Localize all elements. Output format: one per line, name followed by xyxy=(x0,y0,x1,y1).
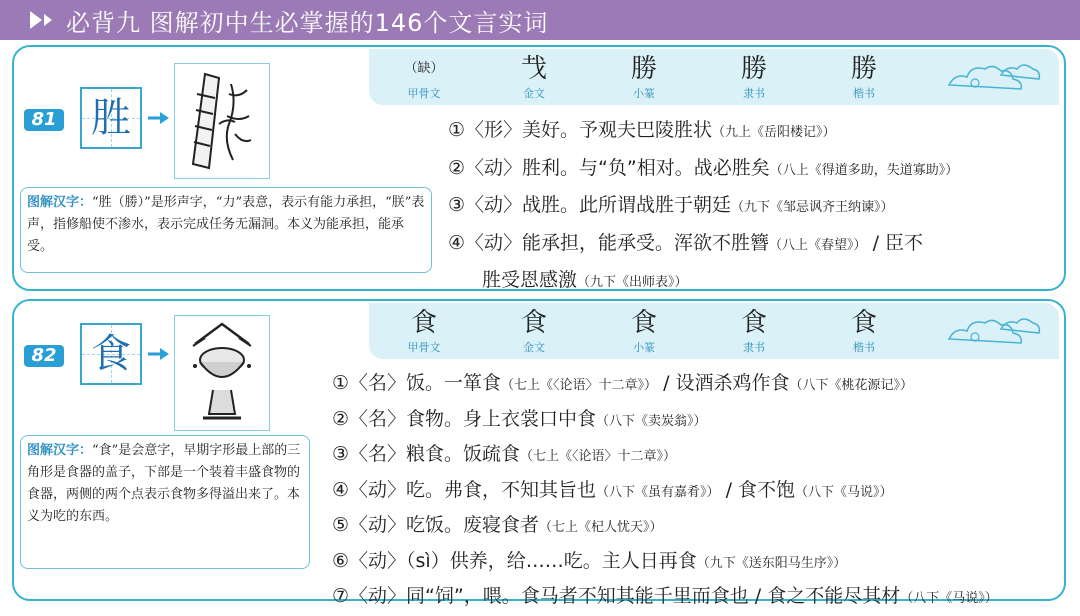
note-title: 图解汉字： xyxy=(27,443,93,458)
character-box xyxy=(80,323,142,385)
definition-item: 胜受恩感激（九下《出师表》） xyxy=(482,269,688,291)
script-regular xyxy=(829,305,899,355)
script-label: 甲骨文 xyxy=(407,87,441,100)
script-oracle xyxy=(389,51,459,101)
illustration-food-vessel xyxy=(174,315,270,431)
script-glyph: 食 xyxy=(630,308,657,338)
headword-character: 食 xyxy=(91,331,131,377)
script-label: 小篆 xyxy=(633,341,655,354)
definition-item: ①〈名〉饭。一箪食（七上《〈论语〉十二章》） / 设酒杀鸡作食（八下《桃花源记》） xyxy=(332,372,914,394)
script-label: 金文 xyxy=(523,341,545,354)
arrow-right-icon xyxy=(148,111,170,125)
script-evolution-strip xyxy=(369,49,1059,105)
entry-card-82 xyxy=(12,299,1066,607)
definitions-list xyxy=(332,367,998,616)
definition-item: ①〈形〉美好。予观夫巴陵胜状（九上《岳阳楼记》） xyxy=(448,119,836,141)
script-glyph: 勝 xyxy=(850,54,877,84)
definitions-list xyxy=(448,113,958,301)
script-label: 甲骨文 xyxy=(407,341,441,354)
script-glyph: （缺） xyxy=(404,61,444,76)
script-seal xyxy=(609,51,679,101)
script-label: 楷书 xyxy=(853,341,875,354)
definition-item: ④〈动〉吃。弗食，不知其旨也（八下《虽有嘉肴》） / 食不饱（八下《马说》） xyxy=(332,478,893,501)
script-glyph: 食 xyxy=(410,308,437,338)
character-box xyxy=(80,87,142,149)
page-title: 必背九 图解初中生必掌握的146个文言实词 xyxy=(66,8,549,37)
script-glyph: 𢦏 xyxy=(520,54,547,84)
script-label: 小篆 xyxy=(633,87,655,100)
header-bar xyxy=(0,0,1080,40)
definition-item: ⑥〈动〉（sì）供养，给……吃。主人日再食（九下《送东阳马生序》） xyxy=(332,549,847,572)
script-clerical xyxy=(719,51,789,101)
arrow-right-icon xyxy=(148,347,170,361)
script-glyph: 食 xyxy=(850,308,877,338)
illustration-boat-man xyxy=(174,63,270,179)
script-evolution-strip xyxy=(369,303,1059,359)
definition-item: ⑦〈动〉同“饲”，喂。食马者不知其能千里而食也 / 食之不能尽其材（八下《马说》） xyxy=(332,585,998,607)
script-glyph: 勝 xyxy=(740,54,767,84)
entry-card-81 xyxy=(12,45,1066,291)
script-seal xyxy=(609,305,679,355)
note-text: “胜（勝）”是形声字，“力”表意，表示有能力承担，“朕”表声，指修船使不渗水，表示完成任务无漏洞。本义为能承担，能承受。 xyxy=(27,195,425,254)
definition-item: ⑤〈动〉吃饭。废寝食者（七上《杞人忧天》） xyxy=(332,514,663,536)
note-title: 图解汉字： xyxy=(27,195,93,210)
play-arrow-small-icon xyxy=(44,14,52,26)
character-explanation-box xyxy=(20,435,310,569)
script-label: 金文 xyxy=(523,87,545,100)
script-glyph: 食 xyxy=(740,308,767,338)
script-bronze xyxy=(499,305,569,355)
entry-number-badge: 82 xyxy=(24,345,64,367)
definition-item: ④〈动〉能承担，能承受。浑欲不胜簪（八上《春望》） / 臣不 xyxy=(448,231,924,254)
cloud-decoration-icon xyxy=(941,311,1051,351)
cloud-decoration-icon xyxy=(941,57,1051,97)
definition-item: ②〈动〉胜利。与“负”相对。战必胜矣（八上《得道多助，失道寡助》） xyxy=(448,156,959,179)
entry-number-badge: 81 xyxy=(24,109,64,131)
play-arrow-icon xyxy=(30,11,42,29)
script-clerical xyxy=(719,305,789,355)
script-label: 楷书 xyxy=(853,87,875,100)
character-explanation-box xyxy=(20,187,432,273)
definition-item: ③〈名〉粮食。饭疏食（七上《〈论语〉十二章》） xyxy=(332,443,677,465)
headword-character: 胜 xyxy=(91,95,131,141)
script-glyph: 勝 xyxy=(630,54,657,84)
definition-item: ③〈动〉战胜。此所谓战胜于朝廷（九下《邹忌讽齐王纳谏》） xyxy=(448,194,894,216)
script-oracle xyxy=(389,305,459,355)
script-glyph: 食 xyxy=(520,308,547,338)
script-regular xyxy=(829,51,899,101)
definition-item: ②〈名〉食物。身上衣裳口中食（八下《卖炭翁》） xyxy=(332,407,707,430)
note-text: “食”是会意字，早期字形最上部的三角形是食器的盖子，下部是一个装着丰盛食物的食器，两侧的两个点表示食物多得溢出来了。本义为吃的东西。 xyxy=(27,443,301,524)
script-label: 隶书 xyxy=(743,87,765,100)
script-label: 隶书 xyxy=(743,341,765,354)
script-bronze xyxy=(499,51,569,101)
